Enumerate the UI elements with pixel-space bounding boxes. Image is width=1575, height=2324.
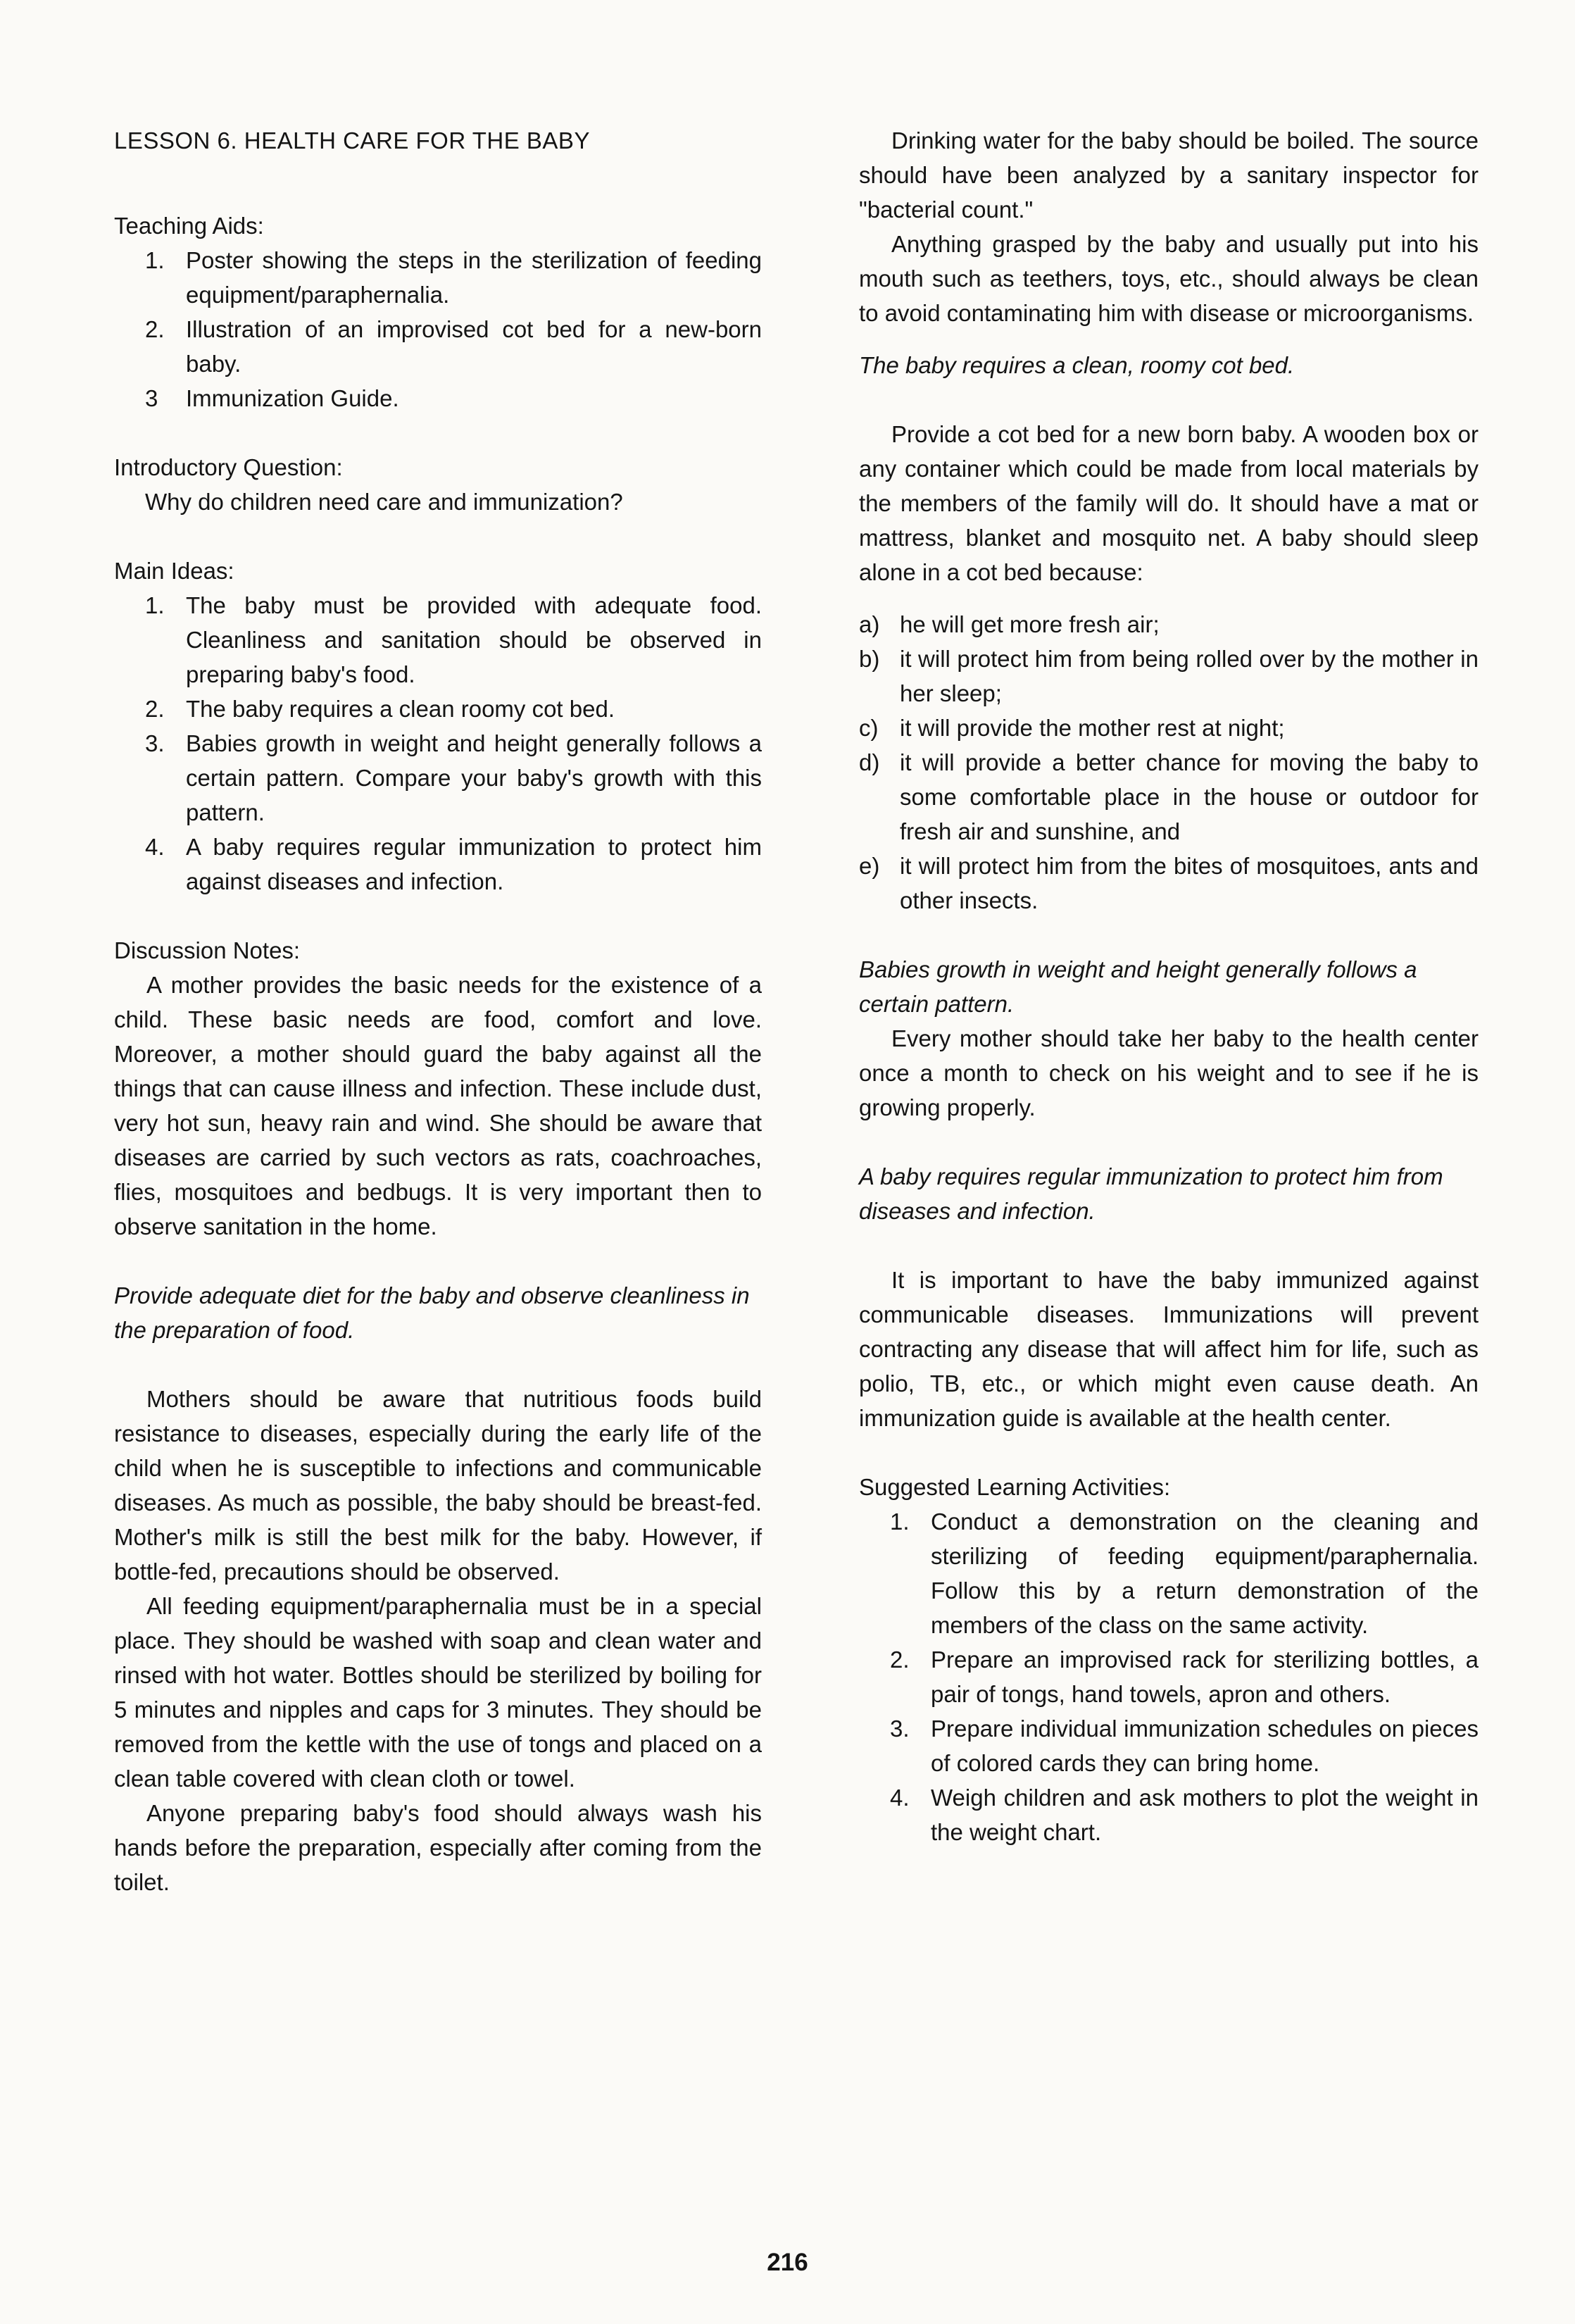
lesson-title: LESSON 6. HEALTH CARE FOR THE BABY [114,127,590,154]
cot-reasons-list [859,607,1479,918]
list-item [890,1711,1479,1780]
list-item-number: 4. [145,834,165,860]
list-item [890,1504,1479,1642]
main-ideas-section [114,554,762,899]
list-item-text: Immunization Guide. [186,385,399,411]
main-ideas-heading: Main Ideas: [114,558,234,584]
list-item-letter: c) [859,715,879,741]
immunization-paragraph: It is important to have the baby immunized against communicable diseases. Immunizations will prevent contracting any disease that will affect him for life, such as polio, TB, etc., or which might even cause death. An immunization guide is available at the health center. [859,1267,1479,1431]
list-item-number: 3. [145,730,165,756]
food-paragraph-5: Anything grasped by the baby and usually put into his mouth such as teethers, toys, etc., should always be clean to avoid contaminating him with disease or microorganisms. [859,231,1479,326]
list-item-text: Conduct a demonstration on the cleaning and sterilizing of feeding equipment/paraphernalia. Follow this by a return demonstration of the members of the class on the same activity. [931,1508,1479,1638]
list-item-text: it will provide the mother rest at night; [900,715,1285,741]
list-item [145,830,762,899]
teaching-aids-list [114,243,762,416]
list-item-text: he will get more fresh air; [900,611,1160,637]
introductory-question-heading: Introductory Question: [114,454,343,480]
list-item-number: 1. [145,247,165,273]
list-item-text: it will protect him from the bites of mosquitoes, ants and other insects. [900,853,1479,913]
list-item-text: Prepare an improvised rack for sterilizing bottles, a pair of tongs, hand towels, apron and others. [931,1647,1479,1707]
food-paragraph-4: Drinking water for the baby should be boiled. The source should have been analyzed by a sanitary inspector for "bacterial count." [859,127,1479,223]
discussion-notes-heading: Discussion Notes: [114,937,301,963]
list-item-text: Weigh children and ask mothers to plot the weight in the weight chart. [931,1785,1479,1845]
introductory-question-text: Why do children need care and immunization? [145,489,623,515]
list-item [890,1642,1479,1711]
right-column [859,123,1479,1849]
cot-subheading: The baby requires a clean, roomy cot bed. [859,352,1295,378]
left-column [114,123,762,1899]
list-item-text: Poster showing the steps in the sterilization of feeding equipment/paraphernalia. [186,247,762,308]
list-item-text: A baby requires regular immunization to protect him against diseases and infection. [186,834,762,894]
list-item [145,588,762,692]
list-item-letter: d) [859,749,880,775]
list-item [145,692,762,726]
list-item [145,243,762,312]
discussion-notes-section [114,933,762,1899]
list-item [145,312,762,381]
list-item [859,849,1479,918]
list-item-letter: b) [859,646,880,672]
list-item [890,1780,1479,1849]
food-paragraph-3: Anyone preparing baby's food should always wash his hands before the preparation, especially after coming from the toilet. [114,1800,762,1895]
teaching-aids-heading: Teaching Aids: [114,213,264,239]
food-paragraph-2: All feeding equipment/paraphernalia must be in a special place. They should be washed with soap and clean water and rinsed with hot water. Bottles should be sterilized by boiling for 5 minutes and nipples and caps for 3 minutes. They should be removed from the kettle with the use of tongs and placed on a clean table covered with clean cloth or towel. [114,1593,762,1792]
discussion-intro-paragraph: A mother provides the basic needs for the existence of a child. These basic needs are food, comfort and love. Moreover, a mother should guard the baby against all the things that can cause illness and infection. These include dust, very hot sun, heavy rain and wind. She should be aware that diseases are carried by such vectors as rats, coachroaches, flies, mosquitoes and bedbugs. It is very important then to observe sanitation in the home. [114,972,762,1239]
learning-activities-list [859,1504,1479,1849]
list-item-number: 1. [890,1508,910,1535]
food-paragraph-1: Mothers should be aware that nutritious foods build resistance to diseases, especially during the early life of the child when he is susceptible to infections and communicable diseases. As much as possible, the baby should be breast-fed. Mother's milk is still the best milk for the baby. However, if bottle-fed, precautions should be observed. [114,1386,762,1585]
cot-paragraph: Provide a cot bed for a new born baby. A wooden box or any container which could be made from local materials by the members of the family will do. It should have a mat or mattress, blanket and mosquito net. A baby should sleep alone in a cot bed because: [859,421,1479,585]
list-item-text: it will protect him from being rolled over by the mother in her sleep; [900,646,1479,706]
list-item-number: 3 [145,385,158,411]
page-number: 216 [767,2249,808,2276]
list-item-text: The baby must be provided with adequate food. Cleanliness and sanitation should be observed in preparing baby's food. [186,592,762,687]
list-item [145,726,762,830]
main-ideas-list [114,588,762,899]
immunization-subheading: A baby requires regular immunization to protect him from diseases and infection. [859,1163,1443,1224]
list-item-text: Illustration of an improvised cot bed for a new-born baby. [186,316,762,377]
list-item-text: it will provide a better chance for moving the baby to some comfortable place in the house or outdoor for fresh air and sunshine, and [900,749,1479,844]
list-item [859,745,1479,849]
food-subheading: Provide adequate diet for the baby and observe cleanliness in the preparation of food. [114,1282,750,1343]
learning-activities-heading: Suggested Learning Activities: [859,1474,1171,1500]
list-item [145,381,762,416]
list-item-number: 2. [890,1647,910,1673]
growth-subheading: Babies growth in weight and height generally follows a certain pattern. [859,956,1417,1017]
list-item-number: 1. [145,592,165,618]
learning-activities-section [859,1470,1479,1849]
teaching-aids-section [114,208,762,416]
list-item-text: The baby requires a clean roomy cot bed. [186,696,615,722]
list-item-letter: e) [859,853,880,879]
list-item-number: 3. [890,1716,910,1742]
list-item-text: Babies growth in weight and height generally follows a certain pattern. Compare your baby's growth with this pattern. [186,730,762,825]
list-item-number: 2. [145,696,165,722]
list-item-letter: a) [859,611,880,637]
list-item [859,711,1479,745]
list-item [859,607,1479,642]
list-item [859,642,1479,711]
list-item-text: Prepare individual immunization schedules on pieces of colored cards they can bring home. [931,1716,1479,1776]
list-item-number: 4. [890,1785,910,1811]
growth-paragraph: Every mother should take her baby to the health center once a month to check on his weight and to see if he is growing properly. [859,1025,1479,1120]
introductory-question-section [114,450,762,519]
list-item-number: 2. [145,316,165,342]
